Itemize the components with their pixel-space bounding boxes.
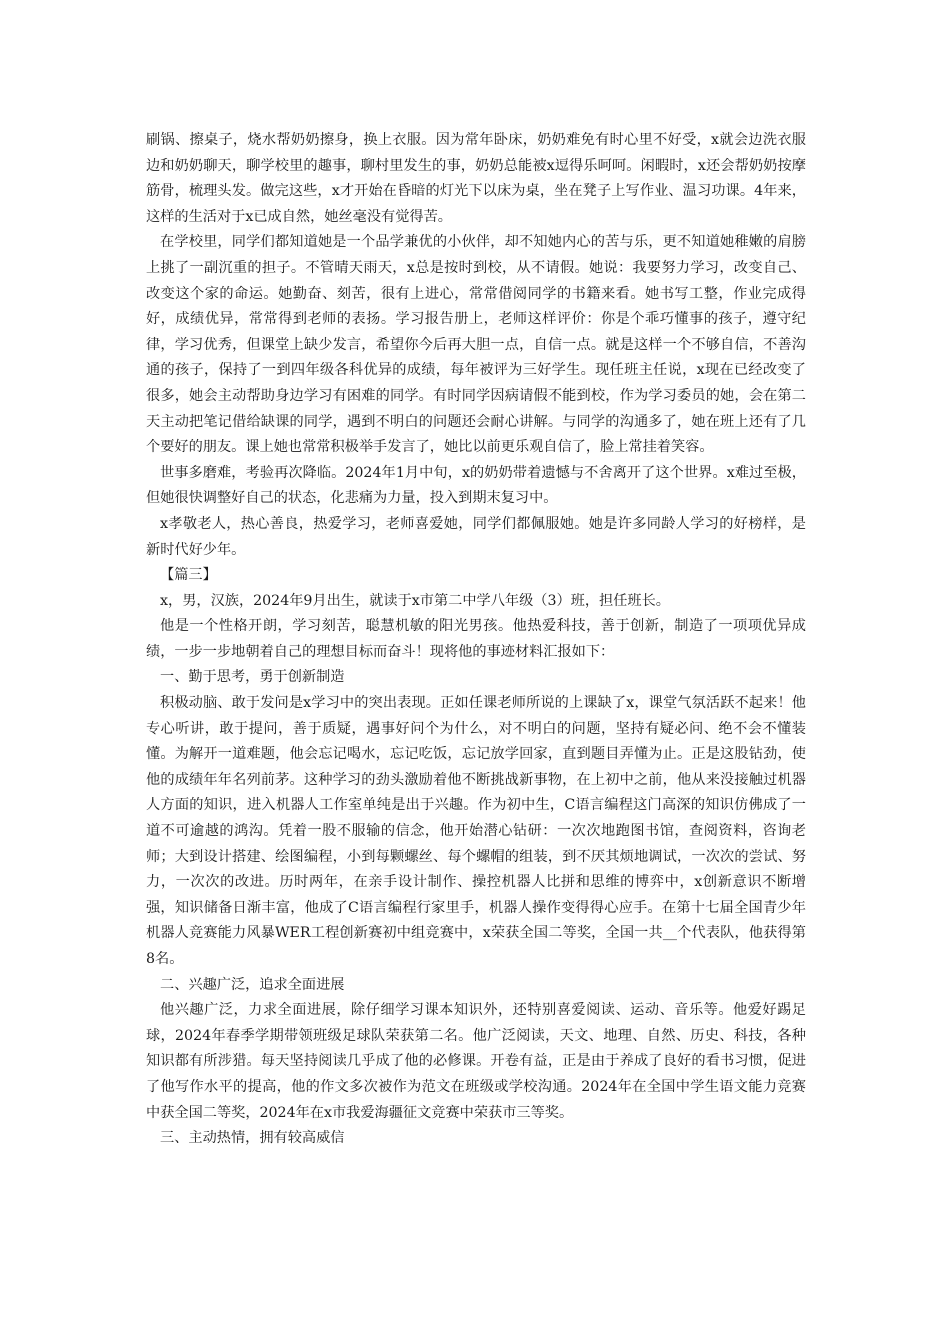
section-heading-prestige: 三、主动热情，拥有较高威信 bbox=[160, 1130, 345, 1147]
paragraph-innovation: 积极动脑、敢于发问是x学习中的突出表现。正如任课老师所说的上课缺了x，课堂气氛活跃不起来！他专心听讲，敢于提问，善于质疑，遇事好问个为什么，对不明白的问题，坚持有疑必问、绝不会不懂装懂。为解开一道难题，他会忘记喝水，忘记吃饭，忘记放学回家，直到题目弄懂为止。正是这股钻劲，使他的成绩年年名列前茅。这种学习的劲头激励着他不断挑战新事物，在上初中之前，他从来没接触过机器人方面的知识，进入机器人工作室单纯是出于兴趣。作为初中生，C语言编程这门高深的知识仿佛成了一道不可逾越的鸿沟。凭着一股不服输的信念，他开始潜心钻研：一次次地跑图书馆，查阅资料，咨询老师；大到设计搭建、绘图编程，小到每颗螺丝、每个螺帽的组装，到不厌其烦地调试，一次次的尝试、努力，一次次的改进。历时两年，在亲手设计制作、操控机器人比拼和思维的博弈中，x创新意识不断增强，知识储备日渐丰富，他成了C语言编程行家里手，机器人操作变得得心应手。在第十七届全国青少年机器人竞赛能力风暴WER工程创新赛初中组竞赛中，x荣获全国二等奖，全国一共__个代表队，他获得第8名。 bbox=[146, 695, 806, 967]
paragraph-care-grandma: 刷锅、擦桌子，烧水帮奶奶擦身，换上衣服。因为常年卧床，奶奶难免有时心里不好受，x就会边洗衣服边和奶奶聊天，聊学校里的趣事，聊村里发生的事，奶奶总能被x逗得乐呵呵。闲暇时，x还会帮奶奶按摩筋骨，梳理头发。做完这些，x才开始在昏暗的灯光下以床为桌，坐在凳子上写作业、温习功课。4年来，这样的生活对于x已成自然，她丝毫没有觉得苦。 bbox=[146, 132, 806, 225]
paragraph-introduction: 他是一个性格开朗，学习刻苦，聪慧机敏的阳光男孩。他热爱科技，善于创新，制造了一项项优异成绩，一步一步地朝着自己的理想目标而奋斗！现将他的事迹材料汇报如下： bbox=[146, 618, 806, 660]
paragraph-summary: x孝敬老人，热心善良，热爱学习，老师喜爱她，同学们都佩服她。她是许多同龄人学习的好榜样，是新时代好少年。 bbox=[146, 515, 806, 558]
section-heading-innovation: 一、勤于思考，勇于创新制造 bbox=[160, 669, 345, 686]
paragraph-student-info: x，男，汉族，2024年9月出生，就读于x市第二中学八年级（3）班，担任班长。 bbox=[160, 592, 670, 609]
paragraph-interests: 他兴趣广泛，力求全面进展，除仔细学习课本知识外，还特别喜爱阅读、运动、音乐等。他爱好踢足球，2024年春季学期带领班级足球队荣获第二名。他广泛阅读，天文、地理、自然、历史、科技，各种知识都有所涉猎。每天坚持阅读几乎成了他的必修课。开卷有益，正是由于养成了良好的看书习惯，促进了他写作水平的提高，他的作文多次被作为范文在班级或学校沟通。2024年在全国中学生语文能力竞赛中获全国二等奖，2024年在x市我爱海疆征文竞赛中荣获市三等奖。 bbox=[146, 1002, 806, 1121]
section-heading-interests: 二、兴趣广泛，追求全面进展 bbox=[160, 976, 345, 993]
section-title-part-three: 【篇三】 bbox=[160, 567, 217, 584]
document-page bbox=[146, 128, 806, 1152]
paragraph-school-life: 在学校里，同学们都知道她是一个品学兼优的小伙伴，却不知她内心的苦与乐，更不知道她稚嫩的肩膀上挑了一副沉重的担子。不管晴天雨天，x总是按时到校，从不请假。她说：我要努力学习，改变自己、改变这个家的命运。她勤奋、刻苦，很有上进心，常常借阅同学的书籍来看。她书写工整，作业完成得好，成绩优异，常常得到老师的表扬。学习报告册上，老师这样评价：你是个乖巧懂事的孩子，遵守纪律，学习优秀，但课堂上缺少发言，希望你今后再大胆一点，自信一点。就是这样一个不够自信，不善沟通的孩子，保持了一到四年级各科优异的成绩，每年被评为三好学生。现任班主任说，x现在已经改变了很多，她会主动帮助身边学习有困难的同学。有时同学因病请假不能到校，作为学习委员的她，会在第二天主动把笔记借给缺课的同学，遇到不明白的问题还会耐心讲解。与同学的沟通多了，她在班上还有了几个要好的朋友。课上她也常常积极举手发言了，她比以前更乐观自信了，脸上常挂着笑容。 bbox=[146, 234, 806, 456]
paragraph-hardship: 世事多磨难，考验再次降临。2024年1月中旬，x的奶奶带着遗憾与不舍离开了这个世界。x难过至极，但她很快调整好自己的状态，化悲痛为力量，投入到期末复习中。 bbox=[146, 464, 806, 507]
